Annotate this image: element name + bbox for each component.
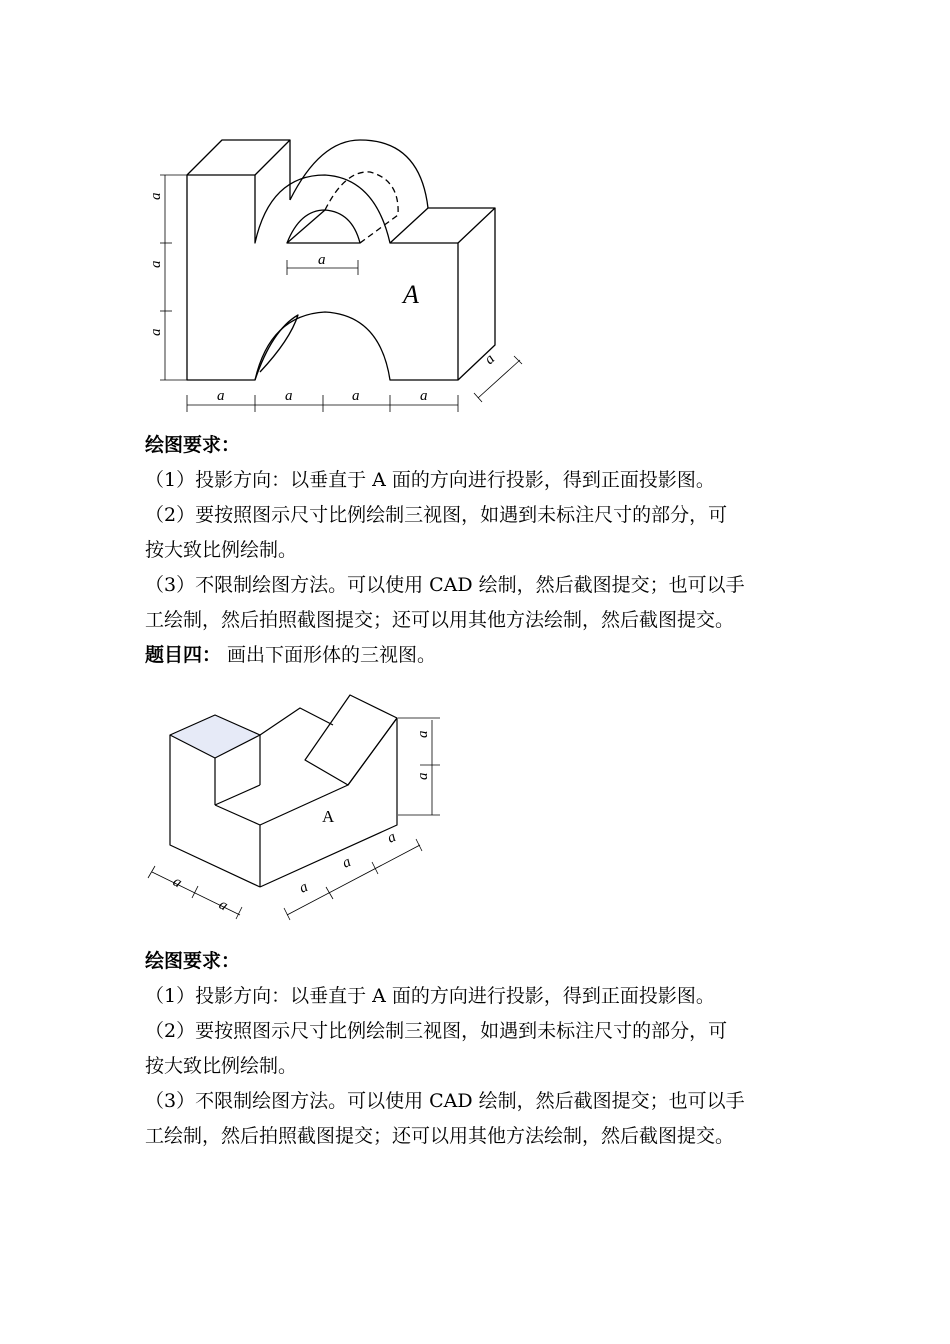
- dim-label: a: [352, 388, 360, 404]
- face-label-a: A: [322, 807, 335, 826]
- arch-opening: [287, 210, 360, 243]
- dim-label: a: [170, 873, 185, 892]
- dim-label: a: [339, 853, 354, 872]
- requirement-line: 工绘制，然后拍照截图提交；还可以用其他方法绘制，然后截图提交。: [145, 609, 735, 631]
- requirement-line: 工绘制，然后拍照截图提交；还可以用其他方法绘制，然后截图提交。: [145, 1125, 735, 1147]
- question-title: [145, 638, 825, 673]
- isometric-figure-1: [140, 130, 530, 420]
- right-block-top: [390, 208, 495, 243]
- drawing-requirements-1: [145, 428, 825, 673]
- requirement-line: 按大致比例绘制。: [145, 1055, 298, 1077]
- left-block-top-shaded: [170, 715, 260, 758]
- section-heading: 绘图要求：: [145, 434, 241, 456]
- question-label: 题目四：: [145, 644, 222, 666]
- dim-label: a: [285, 388, 293, 404]
- drawing-requirements-2: [145, 944, 825, 1154]
- requirement-line: 按大致比例绘制。: [145, 539, 298, 561]
- requirement-line: （2）要按照图示尺寸比例绘制三视图，如遇到未标注尺寸的部分，可: [145, 504, 728, 526]
- requirement-line: （1）投影方向：以垂直于 A 面的方向进行投影，得到正面投影图。: [145, 469, 715, 491]
- left-block-top: [187, 140, 290, 175]
- requirement-line: （1）投影方向：以垂直于 A 面的方向进行投影，得到正面投影图。: [145, 985, 715, 1007]
- dim-label: a: [216, 896, 231, 915]
- question-text: 画出下面形体的三视图。: [221, 644, 437, 666]
- requirement-line: （2）要按照图示尺寸比例绘制三视图，如遇到未标注尺寸的部分，可: [145, 1020, 728, 1042]
- front-face-a: [187, 175, 458, 380]
- requirement-line: （3）不限制绘图方法。可以使用 CAD 绘制，然后截图提交；也可以手: [145, 574, 745, 596]
- dim-label: a: [384, 828, 399, 847]
- isometric-figure-2: [140, 690, 450, 930]
- face-label-a: A: [403, 280, 419, 309]
- dim-label: a: [420, 388, 428, 404]
- dim-label: a: [415, 772, 431, 780]
- dim-label: a: [148, 192, 164, 200]
- requirement-line: （3）不限制绘图方法。可以使用 CAD 绘制，然后截图提交；也可以手: [145, 1090, 745, 1112]
- dim-label: a: [318, 252, 326, 268]
- dim-label: a: [481, 351, 499, 368]
- dim-label: a: [148, 328, 164, 336]
- arch-back: [290, 140, 428, 208]
- dim-label: a: [148, 260, 164, 268]
- section-heading: 绘图要求：: [145, 950, 241, 972]
- dim-label: a: [296, 878, 311, 897]
- dim-label: a: [415, 730, 431, 738]
- dim-label: a: [217, 388, 225, 404]
